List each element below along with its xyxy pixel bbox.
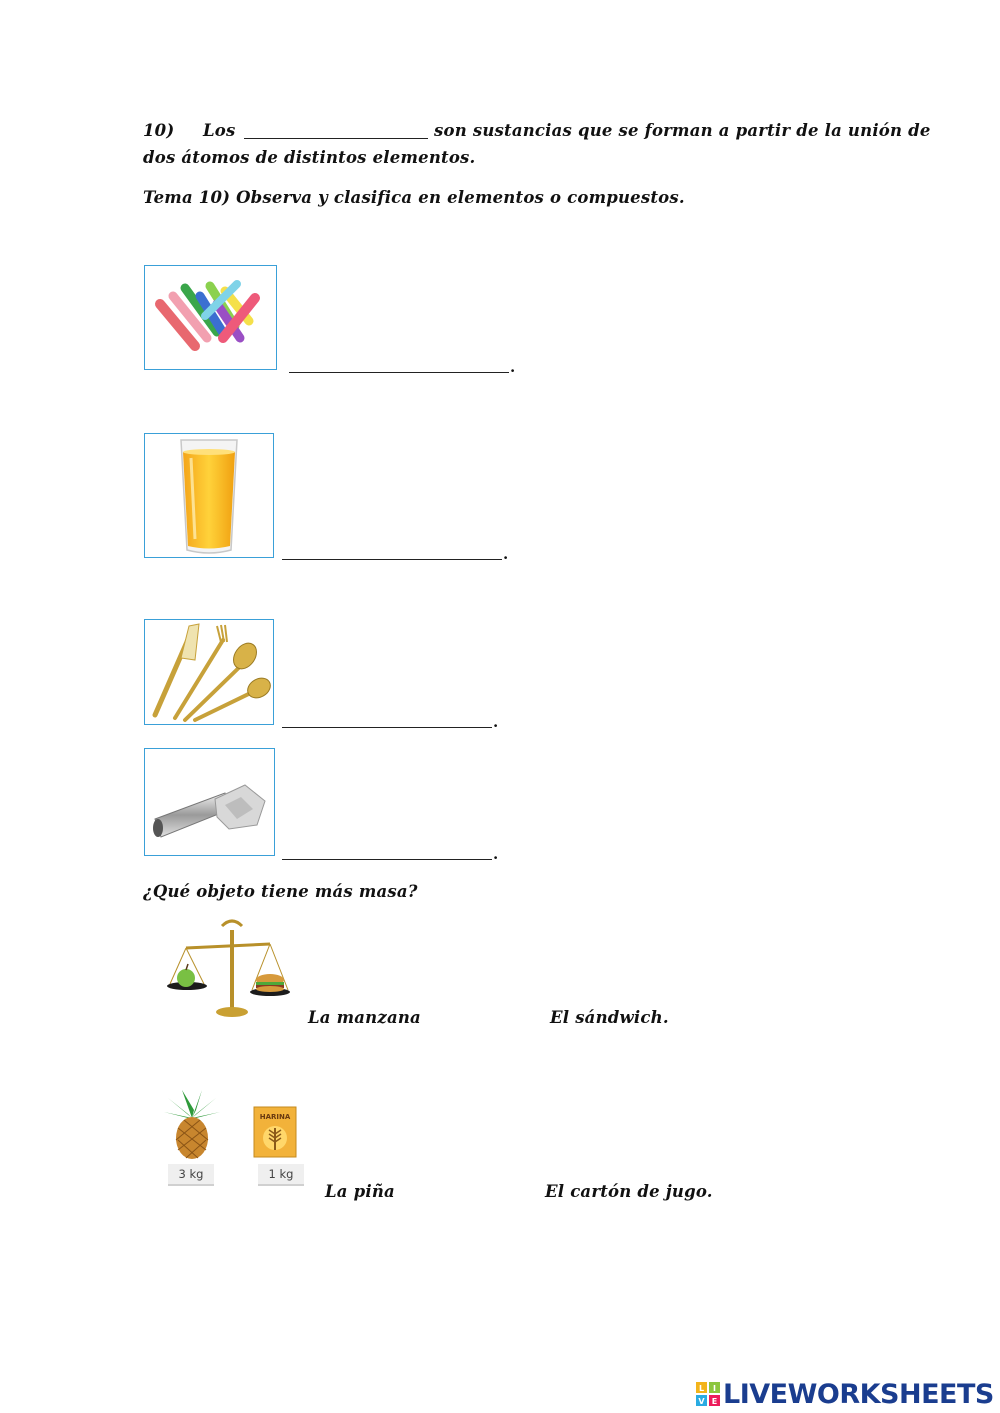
question-number: 10)	[143, 121, 175, 140]
pineapple-weight-tag: 3 kg	[168, 1164, 214, 1186]
cutlery-line-end: .	[493, 713, 499, 731]
juice-answer-input[interactable]	[284, 539, 504, 561]
tema10-heading: Tema 10) Observa y clasifica en elementos o compuestos.	[143, 188, 685, 207]
chalk-answer-input[interactable]	[291, 352, 511, 374]
chalk-icon	[145, 266, 276, 369]
box-weight-tag: 1 kg	[258, 1164, 304, 1186]
aluminum-foil-icon	[145, 749, 274, 855]
badge-letter-v: V	[698, 1397, 705, 1406]
question-line2: dos átomos de distintos elementos.	[143, 148, 476, 167]
liveworksheets-badge-icon	[696, 1382, 720, 1406]
foil-answer-input[interactable]	[284, 839, 494, 861]
option-pineapple[interactable]: La piña	[325, 1182, 395, 1201]
foil-image-frame	[144, 748, 275, 856]
logo-text: LIVEWORKSHEETS	[723, 1378, 994, 1410]
orange-juice-icon	[145, 434, 273, 557]
option-sandwich[interactable]: El sándwich.	[550, 1008, 669, 1027]
juice-image-frame	[144, 433, 274, 558]
cutlery-icon	[145, 620, 273, 724]
flour-box-label: HARINA	[259, 1113, 291, 1121]
liveworksheets-logo	[696, 1378, 994, 1410]
mass-question-heading: ¿Qué objeto tiene más masa?	[143, 882, 418, 901]
pineapple-icon	[162, 1088, 222, 1160]
question10-answer-input[interactable]	[246, 118, 430, 140]
flour-box-icon	[253, 1106, 297, 1158]
badge-letter-l: L	[698, 1384, 705, 1393]
question-word-before: Los	[203, 121, 236, 140]
chalk-image-frame	[144, 265, 277, 370]
balance-scale-icon	[148, 918, 298, 1022]
badge-letter-e: E	[711, 1397, 718, 1406]
cutlery-image-frame	[144, 619, 274, 725]
option-apple[interactable]: La manzana	[308, 1008, 421, 1027]
cutlery-answer-input[interactable]	[284, 707, 494, 729]
foil-line-end: .	[493, 845, 499, 863]
option-juice-box[interactable]: El cartón de jugo.	[545, 1182, 713, 1201]
badge-letter-i: I	[713, 1384, 716, 1393]
question-word-after: son sustancias que se forman a partir de la unión de	[434, 121, 931, 140]
chalk-line-end: .	[510, 358, 516, 376]
juice-line-end: .	[503, 545, 509, 563]
